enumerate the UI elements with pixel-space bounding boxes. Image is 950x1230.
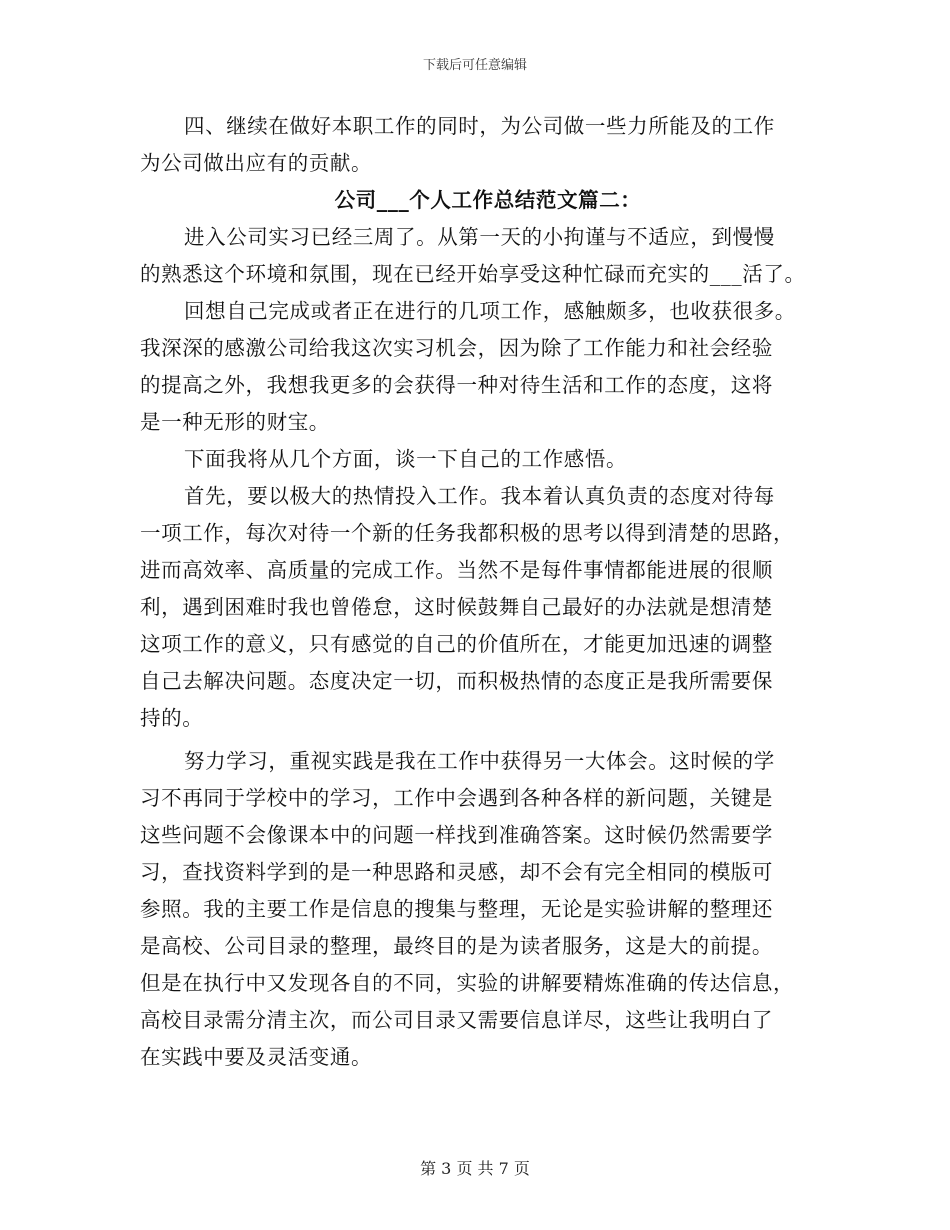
paragraph-line: 高校目录需分清主次，而公司目录又需要信息详尽，这些让我明白了 — [140, 1008, 773, 1032]
paragraph-line: 为公司做出应有的贡献。 — [140, 151, 373, 175]
document-body — [140, 108, 812, 1076]
paragraph-line: 这项工作的意义，只有感觉的自己的价值所在，才能更加迅速的调整 — [140, 632, 773, 656]
paragraph-line: 在实践中要及灵活变通。 — [140, 1045, 373, 1069]
paragraph-learning — [140, 743, 812, 1076]
paragraph-line: 是一种无形的财宝。 — [140, 410, 330, 434]
paragraph-line: 进而高效率、高质量的完成工作。当然不是每件事情都能进展的很顺 — [140, 558, 773, 582]
paragraph-line: 但是在执行中又发现各自的不同，实验的讲解要精炼准确的传达信息， — [140, 971, 795, 995]
paragraph-line: 努力学习，重视实践是我在工作中获得另一大体会。这时候的学 — [184, 749, 775, 773]
paragraph-line: 回想自己完成或者正在进行的几项工作，感触颇多，也收获很多。 — [184, 299, 796, 323]
paragraph-line: 利，遇到困难时我也曾倦怠，这时候鼓舞自己最好的办法就是想清楚 — [140, 595, 773, 619]
paragraph-line: 习，查找资料学到的是一种思路和灵感，却不会有完全相同的模版可 — [140, 860, 773, 884]
paragraph-line: 的提高之外，我想我更多的会获得一种对待生活和工作的态度，这将 — [140, 373, 773, 397]
paragraph-line: 下面我将从几个方面，谈一下自己的工作感悟。 — [184, 447, 628, 471]
paragraph-line: 是高校、公司目录的整理，最终目的是为读者服务，这是大的前提。 — [140, 934, 773, 958]
paragraph-line: 参照。我的主要工作是信息的搜集与整理，无论是实验讲解的整理还 — [140, 897, 773, 921]
paragraph-line: 自己去解决问题。态度决定一切，而积极热情的态度正是我所需要保 — [140, 669, 773, 693]
paragraph-line: 一项工作，每次对待一个新的任务我都积极的思考以得到清楚的思路， — [140, 521, 795, 545]
paragraph-reflection — [140, 293, 812, 441]
paragraph-line: 习不再同于学校中的学习，工作中会遇到各种各样的新问题，关键是 — [140, 786, 773, 810]
paragraph-intro — [140, 219, 812, 293]
paragraph-line: 我深深的感激公司给我这次实习机会，因为除了工作能力和社会经验 — [140, 336, 773, 360]
paragraph-4 — [140, 108, 812, 182]
paragraph-line: 持的。 — [140, 706, 204, 730]
page-number: 第 3 页 共 7 页 — [420, 1159, 530, 1178]
paragraph-enthusiasm — [140, 478, 812, 737]
header-note: 下载后可任意编辑 — [422, 58, 527, 73]
paragraph-line: 进入公司实习已经三周了。从第一天的小拘谨与不适应，到慢慢 — [184, 225, 775, 249]
paragraph-line: 这些问题不会像课本中的问题一样找到准确答案。这时候仍然需要学 — [140, 823, 773, 847]
section-title: 公司___个人工作总结范文篇二： — [334, 188, 642, 212]
paragraph-outline — [140, 441, 812, 478]
paragraph-line: 的熟悉这个环境和氛围，现在已经开始享受这种忙碌而充实的___活了。 — [140, 262, 806, 286]
paragraph-line: 四、继续在做好本职工作的同时，为公司做一些力所能及的工作 — [184, 114, 775, 138]
paragraph-line: 首先，要以极大的热情投入工作。我本着认真负责的态度对待每 — [184, 484, 775, 508]
